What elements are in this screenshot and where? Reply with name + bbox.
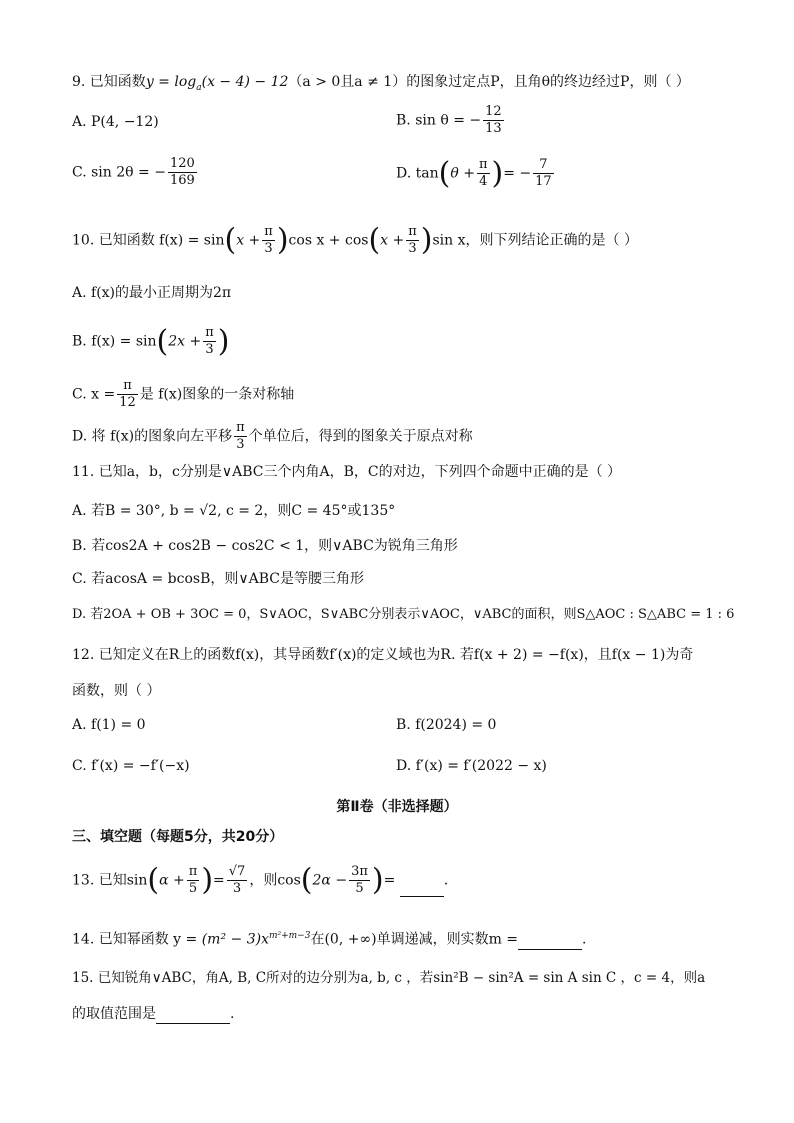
q10-cos: cos x + cos [288, 232, 369, 249]
q10-three-2: 3 [408, 241, 417, 256]
part-two-title: 第Ⅱ卷（非选择题） [336, 799, 458, 815]
q9-option-d: D. tan(θ + $\frac{\pi}{4}$ )= − $\frac{7}{17}$ [396, 156, 552, 191]
q12-stem-text-1: 12. 已知定义在R上的函数f(x)，其导函数f′(x)的定义域也为R. 若f(x + 2) = −f(x)，且f(x − 1)为奇 [72, 647, 694, 663]
q10-d-three: 3 [236, 437, 245, 452]
q9-func: y = log [145, 74, 197, 90]
q10-b-inner: 2x + [168, 333, 202, 350]
q10-x-plus-1: x + [236, 232, 261, 249]
q14-head: 14. 已知幂函数 y = [72, 931, 198, 948]
q11-option-a-text: A. 若B = 30°, b = √2, c = 2，则C = 45°或135° [72, 503, 396, 519]
q13-3pi: 3π [351, 864, 368, 879]
q10-pi-2: π [408, 224, 417, 239]
q9-c-den: 169 [169, 173, 195, 188]
q11-option-d-text: D. 若2OA + OB + 3OC = 0，S∨AOC，S∨ABC分别表示∨AOC，∨ABC的面积，则S△AOC : S△ABC = 1 : 6 [72, 607, 735, 622]
q10-b-pi-frac [203, 325, 216, 358]
q12-stem-line1 [72, 645, 693, 665]
q15-stem-line1 [72, 968, 705, 988]
q10-d-head: D. 将 f(x)的图象向左平移 [72, 428, 233, 445]
q14-mid: 在(0, +∞)单调递减，则实数m = [310, 931, 519, 948]
fill-in-section-title: 三、填空题（每题5分，共20分） [72, 829, 284, 845]
q12-stem-text-2: 函数，则（ ） [72, 683, 161, 699]
q10-three-1: 3 [264, 241, 273, 256]
q9-b-den: 13 [485, 121, 502, 136]
q12-stem-line2 [72, 681, 160, 701]
q10-stem: 10. 已知函数 f(x) = sin(x + $\frac{\pi}{3}$ )cos x + cos(x + $\frac{\pi}{3}$ )sin x，则下列结论正确的是（ ） [72, 222, 638, 258]
q10-b-head: B. f(x) = sin [72, 333, 157, 350]
q10-c-frac [117, 378, 138, 411]
q10-sin-tail: sin x，则下列结论正确的是（ ） [432, 232, 638, 249]
q9-d-four: 4 [479, 174, 488, 189]
q14-end: . [582, 931, 587, 948]
q9-stem [72, 72, 690, 98]
q13-pi-frac [187, 864, 200, 897]
q11-option-d [72, 603, 734, 622]
q12-option-c [72, 758, 190, 774]
q13-3pi-frac [349, 864, 370, 897]
q11-option-c-text: C. 若acosA = bcosB，则∨ABC是等腰三角形 [72, 571, 364, 587]
q10-b-pi: π [205, 325, 214, 340]
q10-c-pi: π [117, 378, 138, 395]
q12-option-c-text: C. f′(x) = −f′(−x) [72, 758, 190, 774]
q14-base: (m² − 3)x [201, 931, 269, 948]
q13-five: 5 [188, 881, 198, 896]
q13-answer-blank[interactable] [400, 882, 444, 897]
q10-d-frac [234, 420, 247, 453]
q9-option-c-fraction [168, 156, 197, 189]
q9-option-d-label: D. tan [396, 165, 439, 182]
q9-option-b-fraction [483, 104, 504, 137]
q9-option-c-label: C. sin 2θ = − [72, 164, 166, 181]
q15-line2-text: 的取值范围是 [72, 1006, 156, 1022]
q10-option-a [72, 282, 231, 302]
q13-stem: 13. 已知sin(α + $\frac{\pi}{5}$ )= $\frac{√7}{3}$ ，则cos(2α − $\frac{3\pi}{5}$ )= . [72, 862, 449, 898]
q9-d-inner: θ + [450, 165, 475, 182]
q11-stem-text: 11. 已知a，b，c分别是∨ABC三个内角A，B，C的对边，下列四个命题中正确的是（ ） [72, 464, 622, 480]
q12-option-b-text: B. f(2024) = 0 [396, 717, 497, 733]
q13-five-2: 5 [355, 881, 364, 896]
q9-d-num: 7 [533, 157, 554, 174]
q11-option-b [72, 535, 458, 555]
q12-option-b [396, 717, 496, 733]
q9-option-a-text: A. P(4, −12) [72, 114, 159, 130]
q14-exponent: m²+m−3 [268, 931, 311, 941]
q9-c-num: 120 [169, 156, 195, 171]
q9-option-d-fraction [533, 157, 554, 190]
q10-c-head: C. x = [72, 386, 116, 403]
q10-x-plus-2: x + [380, 232, 405, 249]
q13-three: 3 [232, 881, 242, 896]
q10-d-tail: 个单位后，得到的图象关于原点对称 [248, 428, 473, 445]
q13-pi: π [188, 864, 198, 879]
q9-b-num: 12 [485, 104, 502, 119]
q13-inner: α + [159, 872, 185, 889]
q13-mid: ，则cos [249, 872, 301, 889]
q10-c-den: 12 [119, 395, 136, 410]
q9-option-b-label: B. sin θ = − [396, 112, 482, 129]
q9-d-eq: = − [503, 165, 532, 182]
q13-tail: = [383, 872, 400, 889]
q10-d-pi: π [236, 420, 245, 435]
q12-option-a-text: A. f(1) = 0 [72, 717, 146, 733]
q10-option-c [72, 378, 294, 411]
q14-stem [72, 926, 587, 950]
q15-answer-blank[interactable] [156, 1009, 230, 1024]
q12-option-a [72, 717, 146, 733]
q9-func-arg: (x − 4) − 12 [201, 74, 289, 90]
q10-option-b: B. f(x) = sin(2x + $\frac{\pi}{3}$ ) [72, 324, 230, 359]
q13-inner2: 2α − [312, 872, 348, 889]
q14-answer-blank[interactable] [518, 935, 582, 950]
q9-option-a [72, 114, 159, 130]
q13-sqrt-frac [227, 864, 248, 897]
q9-option-b [396, 104, 506, 137]
q10-pi-frac-1 [262, 224, 275, 257]
q10-b-three: 3 [205, 342, 214, 357]
q9-number: 9. 已知函数 [72, 74, 146, 90]
q10-head: 10. 已知函数 f(x) = sin [72, 232, 225, 249]
q13-end: . [443, 872, 449, 889]
q12-option-d [396, 758, 547, 774]
q9-d-pi: π [478, 157, 488, 172]
q9-d-pi-frac [477, 157, 490, 190]
q15-end: . [230, 1006, 235, 1022]
q10-pi-frac-2 [406, 224, 419, 257]
q11-option-c [72, 568, 364, 588]
q13-sqrt7: √7 [228, 864, 246, 879]
q9-stem-tail: 的图象过定点P，且角θ的终边经过P，则（ ） [406, 74, 690, 90]
q13-head: 13. 已知sin [72, 872, 148, 889]
q11-stem [72, 462, 621, 482]
q10-c-tail: 是 f(x)图象的一条对称轴 [139, 386, 295, 403]
q13-eq: = [213, 872, 225, 889]
q15-stem-line2 [72, 1004, 234, 1024]
q11-option-b-text: B. 若cos2A + cos2B − cos2C < 1，则∨ABC为锐角三角形 [72, 538, 458, 554]
q11-option-a [72, 500, 395, 520]
q9-condition: （a > 0且a ≠ 1） [288, 74, 407, 90]
q9-log-base: a [196, 82, 202, 93]
q10-option-a-text: A. f(x)的最小正周期为2π [72, 285, 232, 301]
q12-option-d-text: D. f′(x) = f′(2022 − x) [396, 758, 547, 774]
q9-option-c [72, 156, 199, 189]
q15-line1-text: 15. 已知锐角∨ABC，角A, B, C所对的边分别为a, b, c ，若sin²B − sin²A = sin A sin C ，c = 4，则a [72, 970, 706, 986]
q10-option-d [72, 420, 473, 453]
q10-pi-1: π [264, 224, 273, 239]
q9-d-den: 17 [535, 174, 552, 189]
